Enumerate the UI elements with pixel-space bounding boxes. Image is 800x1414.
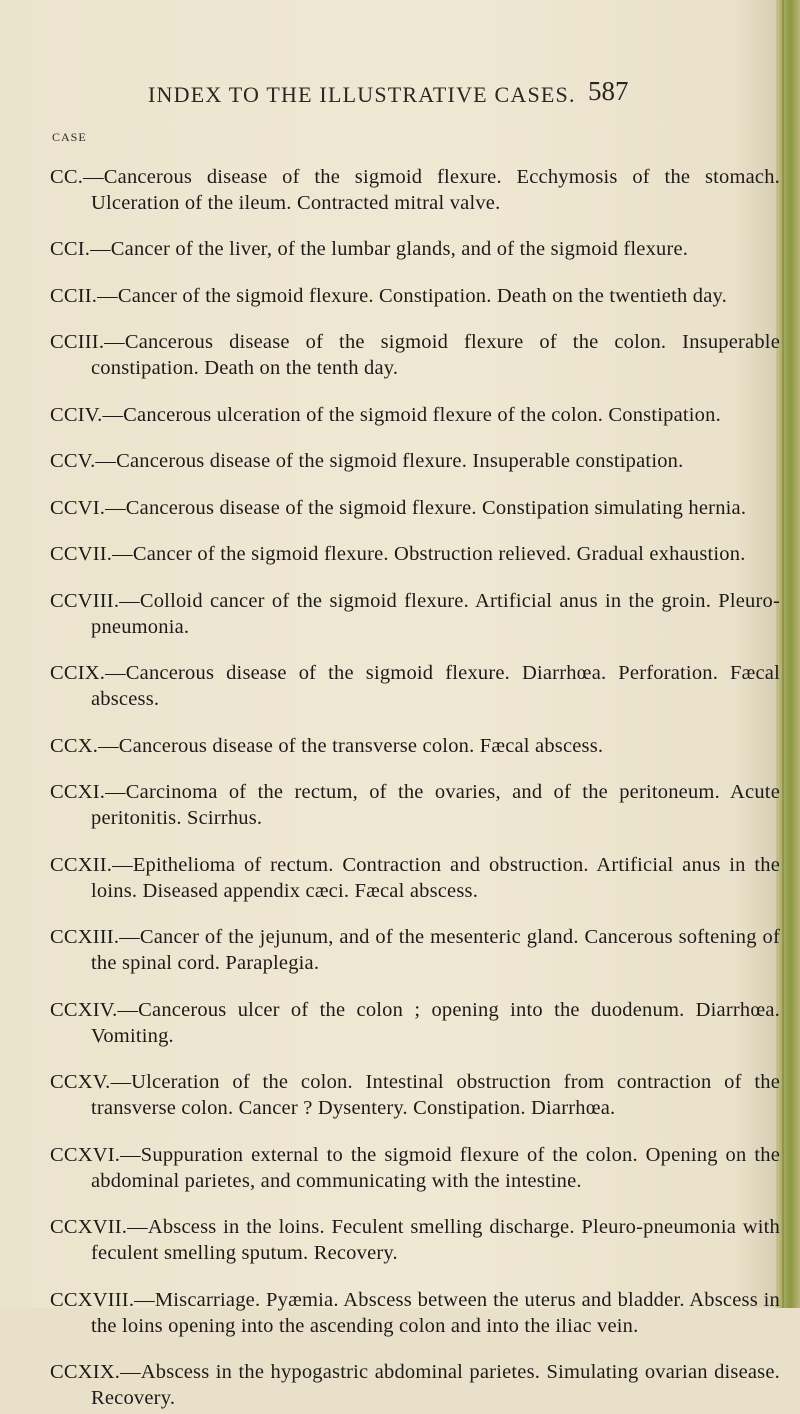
case-column-label: CASE — [52, 130, 87, 144]
running-title: INDEX TO THE ILLUSTRATIVE CASES. — [148, 82, 576, 107]
case-entry-ccxii: CCXII.—Epithelioma of rectum. Contraction and obstruction. Artificial anus in the loins. Diseased appendix cæci. Fæcal abscess. — [50, 853, 780, 902]
case-entry-ccv: CCV.—Cancerous disease of the sigmoid flexure. Insuperable constipation. — [50, 450, 684, 472]
case-entry-ccviii: CCVIII.—Colloid cancer of the sigmoid flexure. Artificial anus in the groin. Pleuro-pneumonia. — [50, 589, 780, 638]
case-entry-ccx: CCX.—Cancerous disease of the transverse colon. Fæcal abscess. — [50, 734, 604, 757]
case-entry-cci: CCI.—Cancer of the liver, of the lumbar glands, and of the sigmoid flexure. — [50, 238, 689, 260]
running-head — [148, 82, 628, 108]
case-entry-cciv: CCIV.—Cancerous ulceration of the sigmoid flexure of the colon. Constipation. — [50, 403, 721, 426]
case-entry-ccxviii: CCXVIII.—Miscarriage. Pyæmia. Abscess between the uterus and bladder. Abscess in the loins opening into the ascending colon and into the iliac vein. — [50, 1288, 780, 1337]
case-entry-ccvi: CCVI.—Cancerous disease of the sigmoid flexure. Constipation simulating hernia. — [50, 496, 747, 519]
case-entry-ccxiv: CCXIV.—Cancerous ulcer of the colon ; opening into the duodenum. Diarrhœa. Vomiting. — [50, 998, 780, 1047]
case-entry-ccvii: CCVII.—Cancer of the sigmoid flexure. Obstruction relieved. Gradual exhaustion. — [50, 543, 746, 565]
case-entry-ccxv: CCXV.—Ulceration of the colon. Intestinal obstruction from contraction of the transverse colon. Cancer ? Dysentery. Constipation. Diarrhœa. — [50, 1071, 780, 1119]
case-entry-cc: CC.—Cancerous disease of the sigmoid flexure. Ecchymosis of the stomach. Ulceration of the ileum. Contracted mitral valve. — [50, 165, 780, 214]
case-entry-ccxvi: CCXVI.—Suppuration external to the sigmoid flexure of the colon. Opening on the abdominal parietes, and communicating with the intestine. — [50, 1143, 780, 1192]
case-entry-ccii: CCII.—Cancer of the sigmoid flexure. Constipation. Death on the twentieth day. — [50, 284, 727, 307]
case-entry-ccix: CCIX.—Cancerous disease of the sigmoid flexure. Diarrhœa. Perforation. Fæcal abscess. — [50, 662, 780, 710]
case-entry-cciii: CCIII.—Cancerous disease of the sigmoid flexure of the colon. Insuperable constipation. Death on the tenth day. — [50, 331, 780, 379]
case-entry-ccxvii: CCXVII.—Abscess in the loins. Feculent smelling discharge. Pleuro-pneumonia with feculent smelling sputum. Recovery. — [50, 1216, 780, 1264]
case-index-list — [50, 143, 780, 1414]
case-entry-ccxi: CCXI.—Carcinoma of the rectum, of the ovaries, and of the peritoneum. Acute peritonitis. Scirrhus. — [50, 781, 780, 829]
case-entry-ccxiii: CCXIII.—Cancer of the jejunum, and of the mesenteric gland. Cancerous softening of the spinal cord. Paraplegia. — [50, 926, 780, 974]
case-entry-ccxix: CCXIX.—Abscess in the hypogastric abdominal parietes. Simulating ovarian disease. Recovery. — [50, 1361, 780, 1409]
page-number: 587 — [588, 76, 629, 106]
